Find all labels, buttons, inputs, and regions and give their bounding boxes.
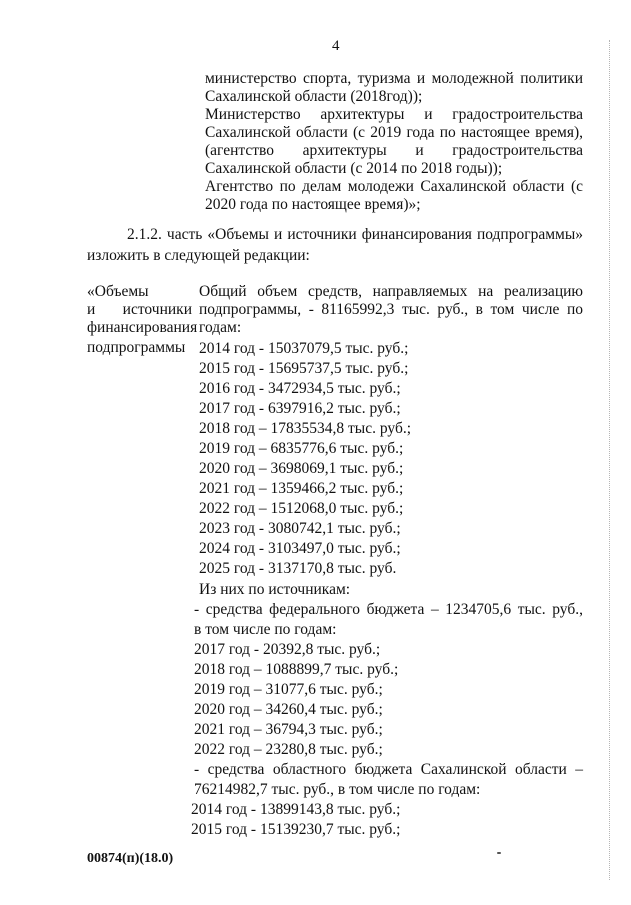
year-total-line: 2014 год - 15037079,5 тыс. руб.;: [199, 340, 409, 357]
total-funding-text: годам:: [199, 319, 242, 336]
left-column-label: «Объемы: [87, 283, 149, 300]
federal-year-line: 2017 год - 20392,8 тыс. руб.;: [194, 641, 381, 658]
left-column-label: подпрограммы: [87, 339, 186, 356]
continuation-line: Агентство по делам молодежи Сахалинской области (с: [205, 178, 583, 195]
regional-year-line: 2014 год - 13899143,8 тыс. руб.;: [191, 801, 401, 818]
federal-year-line: 2019 год – 31077,6 тыс. руб.;: [194, 681, 383, 698]
regional-year-line: 2015 год - 15139230,7 тыс. руб.;: [191, 821, 401, 838]
regional-budget-text: 76214982,7 тыс. руб., в том числе по годам:: [194, 781, 481, 798]
year-total-line: 2019 год – 6835776,6 тыс. руб.;: [199, 440, 404, 457]
total-funding-text: подпрограммы, - 81165992,3 тыс. руб., в том числе по: [199, 301, 583, 318]
continuation-line: 2020 года по настоящее время)»;: [205, 196, 421, 213]
continuation-line: министерство спорта, туризма и молодежной политики: [205, 70, 583, 87]
continuation-line: (агентство архитектуры и градостроительства: [205, 142, 583, 159]
total-funding-text: Общий объем средств, направляемых на реализацию: [199, 283, 583, 300]
year-total-line: 2017 год - 6397916,2 тыс. руб.;: [199, 400, 401, 417]
year-total-line: 2021 год – 1359466,2 тыс. руб.;: [199, 480, 404, 497]
scan-speck: [497, 852, 501, 854]
page-number: 4: [332, 38, 340, 54]
year-total-line: 2025 год - 3137170,8 тыс. руб.: [199, 560, 397, 577]
left-column-label: и источники: [87, 301, 192, 318]
federal-year-line: 2020 год – 34260,4 тыс. руб.;: [194, 701, 383, 718]
year-total-line: 2023 год - 3080742,1 тыс. руб.;: [199, 520, 401, 537]
left-column-label: финансирования: [87, 319, 198, 336]
document-code: 00874(п)(18.0): [87, 851, 174, 866]
year-total-line: 2024 год - 3103497,0 тыс. руб.;: [199, 540, 401, 557]
clause-text: 2.1.2. часть «Объемы и источники финансирования подпрограммы»: [127, 226, 583, 243]
sources-heading: Из них по источникам:: [199, 581, 351, 598]
year-total-line: 2022 год – 1512068,0 тыс. руб.;: [199, 500, 404, 517]
year-total-line: 2016 год - 3472934,5 тыс. руб.;: [199, 380, 401, 397]
year-total-line: 2020 год – 3698069,1 тыс. руб.;: [199, 460, 404, 477]
year-total-line: 2015 год - 15695737,5 тыс. руб.;: [199, 360, 409, 377]
continuation-line: Сахалинской области (2018год));: [205, 88, 423, 105]
federal-year-line: 2021 год – 36794,3 тыс. руб.;: [194, 721, 383, 738]
continuation-line: Сахалинской области (с 2014 по 2018 годы));: [205, 160, 503, 177]
year-total-line: 2018 год – 17835534,8 тыс. руб.;: [199, 420, 412, 437]
clause-text: изложить в следующей редакции:: [87, 247, 310, 264]
continuation-line: Сахалинской области (с 2019 года по настоящее время),: [205, 124, 583, 141]
scan-edge-line: [609, 40, 611, 880]
federal-budget-text: - средства федерального бюджета – 1234705,6 тыс. руб.,: [194, 601, 583, 618]
continuation-line: Министерство архитектуры и градостроительства: [205, 106, 583, 123]
federal-budget-text: в том числе по годам:: [194, 621, 337, 638]
federal-year-line: 2022 год – 23280,8 тыс. руб.;: [194, 741, 383, 758]
federal-year-line: 2018 год – 1088899,7 тыс. руб.;: [194, 661, 399, 678]
regional-budget-text: - средства областного бюджета Сахалинской области –: [194, 761, 583, 778]
